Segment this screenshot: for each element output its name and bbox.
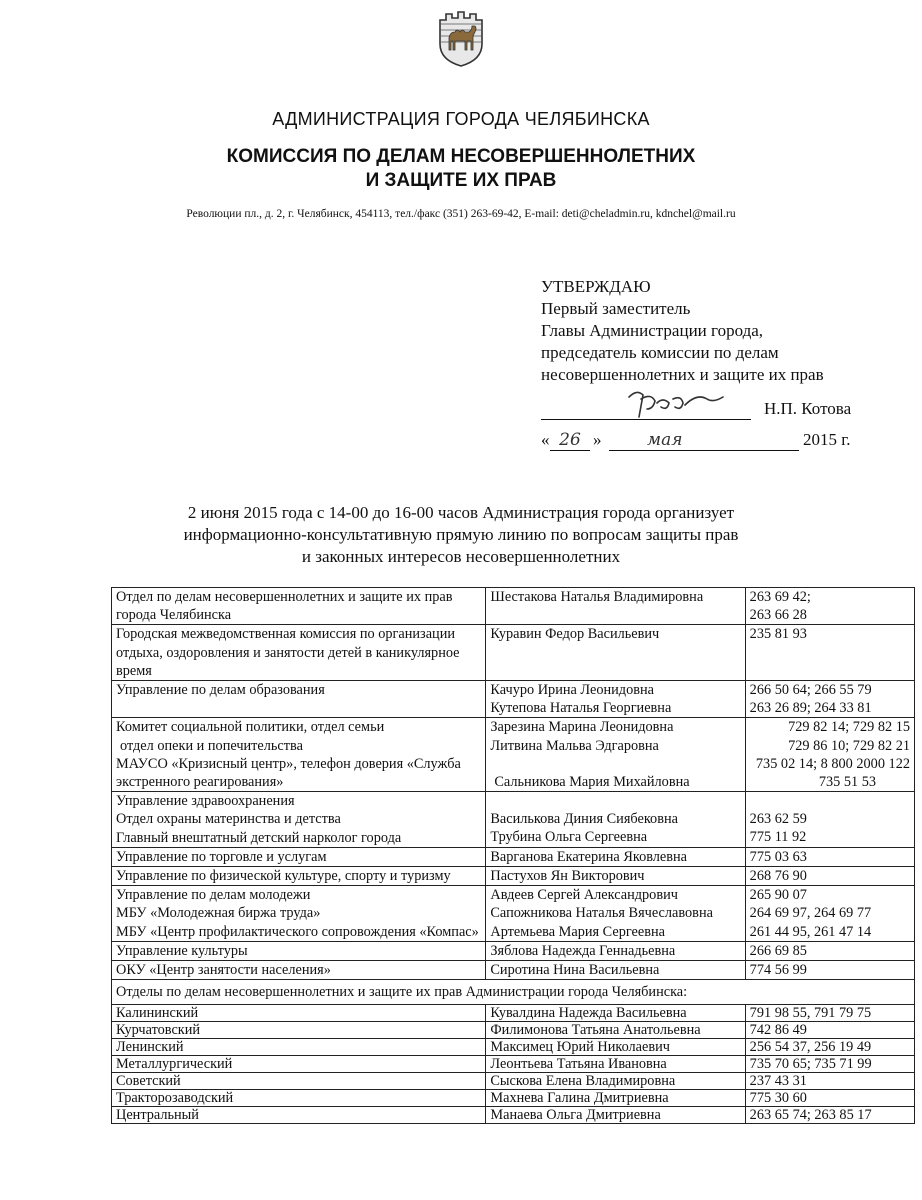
dept-line: МБУ «Центр профилактического сопровождения «Компас» xyxy=(116,923,479,940)
table-row xyxy=(112,625,915,681)
person-cell xyxy=(486,718,745,792)
phone-cell: 775 03 63 xyxy=(745,847,914,866)
district-cell: Тракторозаводский xyxy=(112,1090,486,1107)
date-quote-open: « xyxy=(541,430,550,449)
commission-title xyxy=(0,145,922,193)
person-line: Авдеев Сергей Александрович xyxy=(490,887,678,904)
phone-line: 263 69 42; xyxy=(749,589,811,605)
person-line: Литвина Мальва Эдгаровна xyxy=(490,737,659,754)
districts-heading: Отделы по делам несовершеннолетних и защите их прав Администрации города Челябинска: xyxy=(112,980,915,1005)
phone-line: 265 90 07 xyxy=(749,887,807,904)
approval-line: Первый заместитель xyxy=(541,299,691,318)
dept-cell: ОКУ «Центр занятости населения» xyxy=(112,961,486,980)
person-cell: Варганова Екатерина Яковлевна xyxy=(486,847,745,866)
approval-date xyxy=(541,430,871,454)
approval-line: Главы Администрации города, xyxy=(541,321,764,340)
phone-cell: 775 30 60 xyxy=(745,1090,914,1107)
phone-line: 264 69 97, 264 69 77 xyxy=(749,905,872,922)
dept-cell xyxy=(112,718,486,792)
person-cell: Махнева Галина Дмитриевна xyxy=(486,1090,745,1107)
phone-line: 735 51 53 xyxy=(818,774,876,791)
district-cell: Калининский xyxy=(112,1005,486,1022)
person-cell: Куравин Федор Васильевич xyxy=(486,625,745,681)
city-emblem-icon xyxy=(436,10,486,68)
person-line: Артемьева Мария Сергеевна xyxy=(490,923,665,940)
phone-line: 263 62 59 xyxy=(749,811,807,828)
announcement-text xyxy=(0,502,922,568)
date-quote-close: » xyxy=(593,430,602,449)
phone-cell: 268 76 90 xyxy=(745,867,914,886)
phone-cell: 774 56 99 xyxy=(745,961,914,980)
phone-cell: 791 98 55, 791 79 75 xyxy=(745,1005,914,1022)
phone-cell: 266 69 85 xyxy=(745,941,914,960)
announcement-line: и законных интересов несовершеннолетних xyxy=(301,547,621,566)
dept-line: Главный внештатный детский нарколог города xyxy=(116,829,402,846)
dept-cell: Управление по торговле и услугам xyxy=(112,847,486,866)
person-cell: Манаева Ольга Дмитриевна xyxy=(486,1107,745,1124)
phone-line: 263 26 89; 264 33 81 xyxy=(749,700,872,717)
phone-cell: 263 65 74; 263 85 17 xyxy=(745,1107,914,1124)
person-line: Сальникова Мария Михайловна xyxy=(494,773,690,790)
person-line: Кутепова Наталья Георгиевна xyxy=(490,700,672,717)
dept-cell: Управление по делам образования xyxy=(112,681,486,718)
signer-name: Н.П. Котова xyxy=(764,399,852,418)
announcement-line: 2 июня 2015 года с 14-00 до 16-00 часов Администрация города организует xyxy=(187,503,735,522)
table-row xyxy=(112,1056,915,1073)
person-cell xyxy=(486,792,745,848)
district-cell: Курчатовский xyxy=(112,1022,486,1039)
table-row xyxy=(112,1005,915,1022)
approval-line: председатель комиссии по делам xyxy=(541,343,779,362)
approval-line: несовершеннолетних и защите их прав xyxy=(541,365,824,384)
table-row xyxy=(112,941,915,960)
dept-cell: Городская межведомственная комиссия по организации отдыха, оздоровления и занятости детей в каникулярное время xyxy=(112,625,486,681)
phone-line: 735 02 14; 8 800 2000 122 xyxy=(755,755,910,772)
phone-cell: 742 86 49 xyxy=(745,1022,914,1039)
table-row xyxy=(112,718,915,792)
signature-line xyxy=(541,393,751,420)
date-year: 2015 г. xyxy=(803,430,851,449)
district-cell: Ленинский xyxy=(112,1039,486,1056)
person-cell xyxy=(486,886,745,942)
dept-cell: Отдел по делам несовершеннолетних и защите их прав города Челябинска xyxy=(112,588,486,625)
person-line: Трубина Ольга Сергеевна xyxy=(490,829,648,846)
person-cell xyxy=(486,681,745,718)
phone-cell xyxy=(745,681,914,718)
dept-line: отдел опеки и попечительства xyxy=(120,737,303,754)
dept-line: МАУСО «Кризисный центр», телефон доверия «Служба экстренного реагирования» xyxy=(116,755,461,791)
dept-line: Отдел охраны материнства и детства xyxy=(116,811,341,828)
district-cell: Центральный xyxy=(112,1107,486,1124)
table-row xyxy=(112,1107,915,1124)
person-line: Качуро Ирина Леонидовна xyxy=(490,682,654,699)
phone-cell: 235 81 93 xyxy=(745,625,914,681)
person-cell: Сыскова Елена Владимировна xyxy=(486,1073,745,1090)
district-cell: Советский xyxy=(112,1073,486,1090)
person-line: Сапожникова Наталья Вячеславовна xyxy=(490,905,713,922)
phone-cell xyxy=(745,588,914,625)
table-row xyxy=(112,792,915,848)
table-row xyxy=(112,1090,915,1107)
person-cell: Филимонова Татьяна Анатольевна xyxy=(486,1022,745,1039)
person-cell: Леонтьева Татьяна Ивановна xyxy=(486,1056,745,1073)
dept-cell: Управление по физической культуре, спорту и туризму xyxy=(112,867,486,886)
person-cell: Кувалдина Надежда Васильевна xyxy=(486,1005,745,1022)
date-month: мая xyxy=(609,430,799,451)
commission-title-line2: И ЗАЩИТЕ ИХ ПРАВ xyxy=(365,170,557,191)
approval-title: УТВЕРЖДАЮ xyxy=(541,277,651,296)
phone-line: 729 82 14; 729 82 15 xyxy=(788,719,910,736)
table-row xyxy=(112,980,915,1005)
dept-line: Управление здравоохранения xyxy=(116,793,295,810)
phone-line: 266 50 64; 266 55 79 xyxy=(749,682,872,699)
phone-cell: 735 70 65; 735 71 99 xyxy=(745,1056,914,1073)
table-row xyxy=(112,681,915,718)
approval-block xyxy=(541,276,824,386)
table-row xyxy=(112,847,915,866)
table-row xyxy=(112,867,915,886)
date-day: 26 xyxy=(550,430,590,451)
phone-line: 263 66 28 xyxy=(749,607,807,624)
person-line: Василькова Диния Сиябековна xyxy=(490,811,678,828)
table-row xyxy=(112,588,915,625)
dept-line: Комитет социальной политики, отдел семьи xyxy=(116,719,385,736)
dept-cell xyxy=(112,792,486,848)
table-row xyxy=(112,1073,915,1090)
person-cell: Зяблова Надежда Геннадьевна xyxy=(486,941,745,960)
handwritten-signature-icon xyxy=(623,387,733,421)
announcement-line: информационно-консультативную прямую линию по вопросам защиты прав xyxy=(183,525,739,544)
person-cell: Сиротина Нина Васильевна xyxy=(486,961,745,980)
phone-line: 261 44 95, 261 47 14 xyxy=(749,923,872,940)
commission-title-line1: КОМИССИЯ ПО ДЕЛАМ НЕСОВЕРШЕННОЛЕТНИХ xyxy=(226,146,696,167)
phone-line: 775 11 92 xyxy=(749,829,807,846)
phone-cell xyxy=(745,886,914,942)
table-row xyxy=(112,961,915,980)
person-cell: Шестакова Наталья Владимировна xyxy=(486,588,745,625)
table-row xyxy=(112,1039,915,1056)
contact-address: Революции пл., д. 2, г. Челябинск, 454113, тел./факс (351) 263-69-42, E-mail: deti@cheladmin.ru, kdnchel@mail.ru xyxy=(186,208,736,220)
phone-cell: 256 54 37, 256 19 49 xyxy=(745,1039,914,1056)
phone-cell: 237 43 31 xyxy=(745,1073,914,1090)
dept-line: Управление по делам молодежи xyxy=(116,887,311,904)
phone-cell xyxy=(745,792,914,848)
dept-line: МБУ «Молодежная биржа труда» xyxy=(116,905,321,922)
dept-cell: Управление культуры xyxy=(112,941,486,960)
phone-cell xyxy=(745,718,914,792)
table-row xyxy=(112,886,915,942)
phone-line: 729 86 10; 729 82 21 xyxy=(788,737,910,754)
person-line: Зарезина Марина Леонидовна xyxy=(490,719,674,736)
administration-title: АДМИНИСТРАЦИЯ ГОРОДА ЧЕЛЯБИНСКА xyxy=(272,109,650,129)
dept-cell xyxy=(112,886,486,942)
person-cell: Пастухов Ян Викторович xyxy=(486,867,745,886)
table-row xyxy=(112,1022,915,1039)
person-cell: Максимец Юрий Николаевич xyxy=(486,1039,745,1056)
contacts-table xyxy=(111,587,915,1124)
district-cell: Металлургический xyxy=(112,1056,486,1073)
